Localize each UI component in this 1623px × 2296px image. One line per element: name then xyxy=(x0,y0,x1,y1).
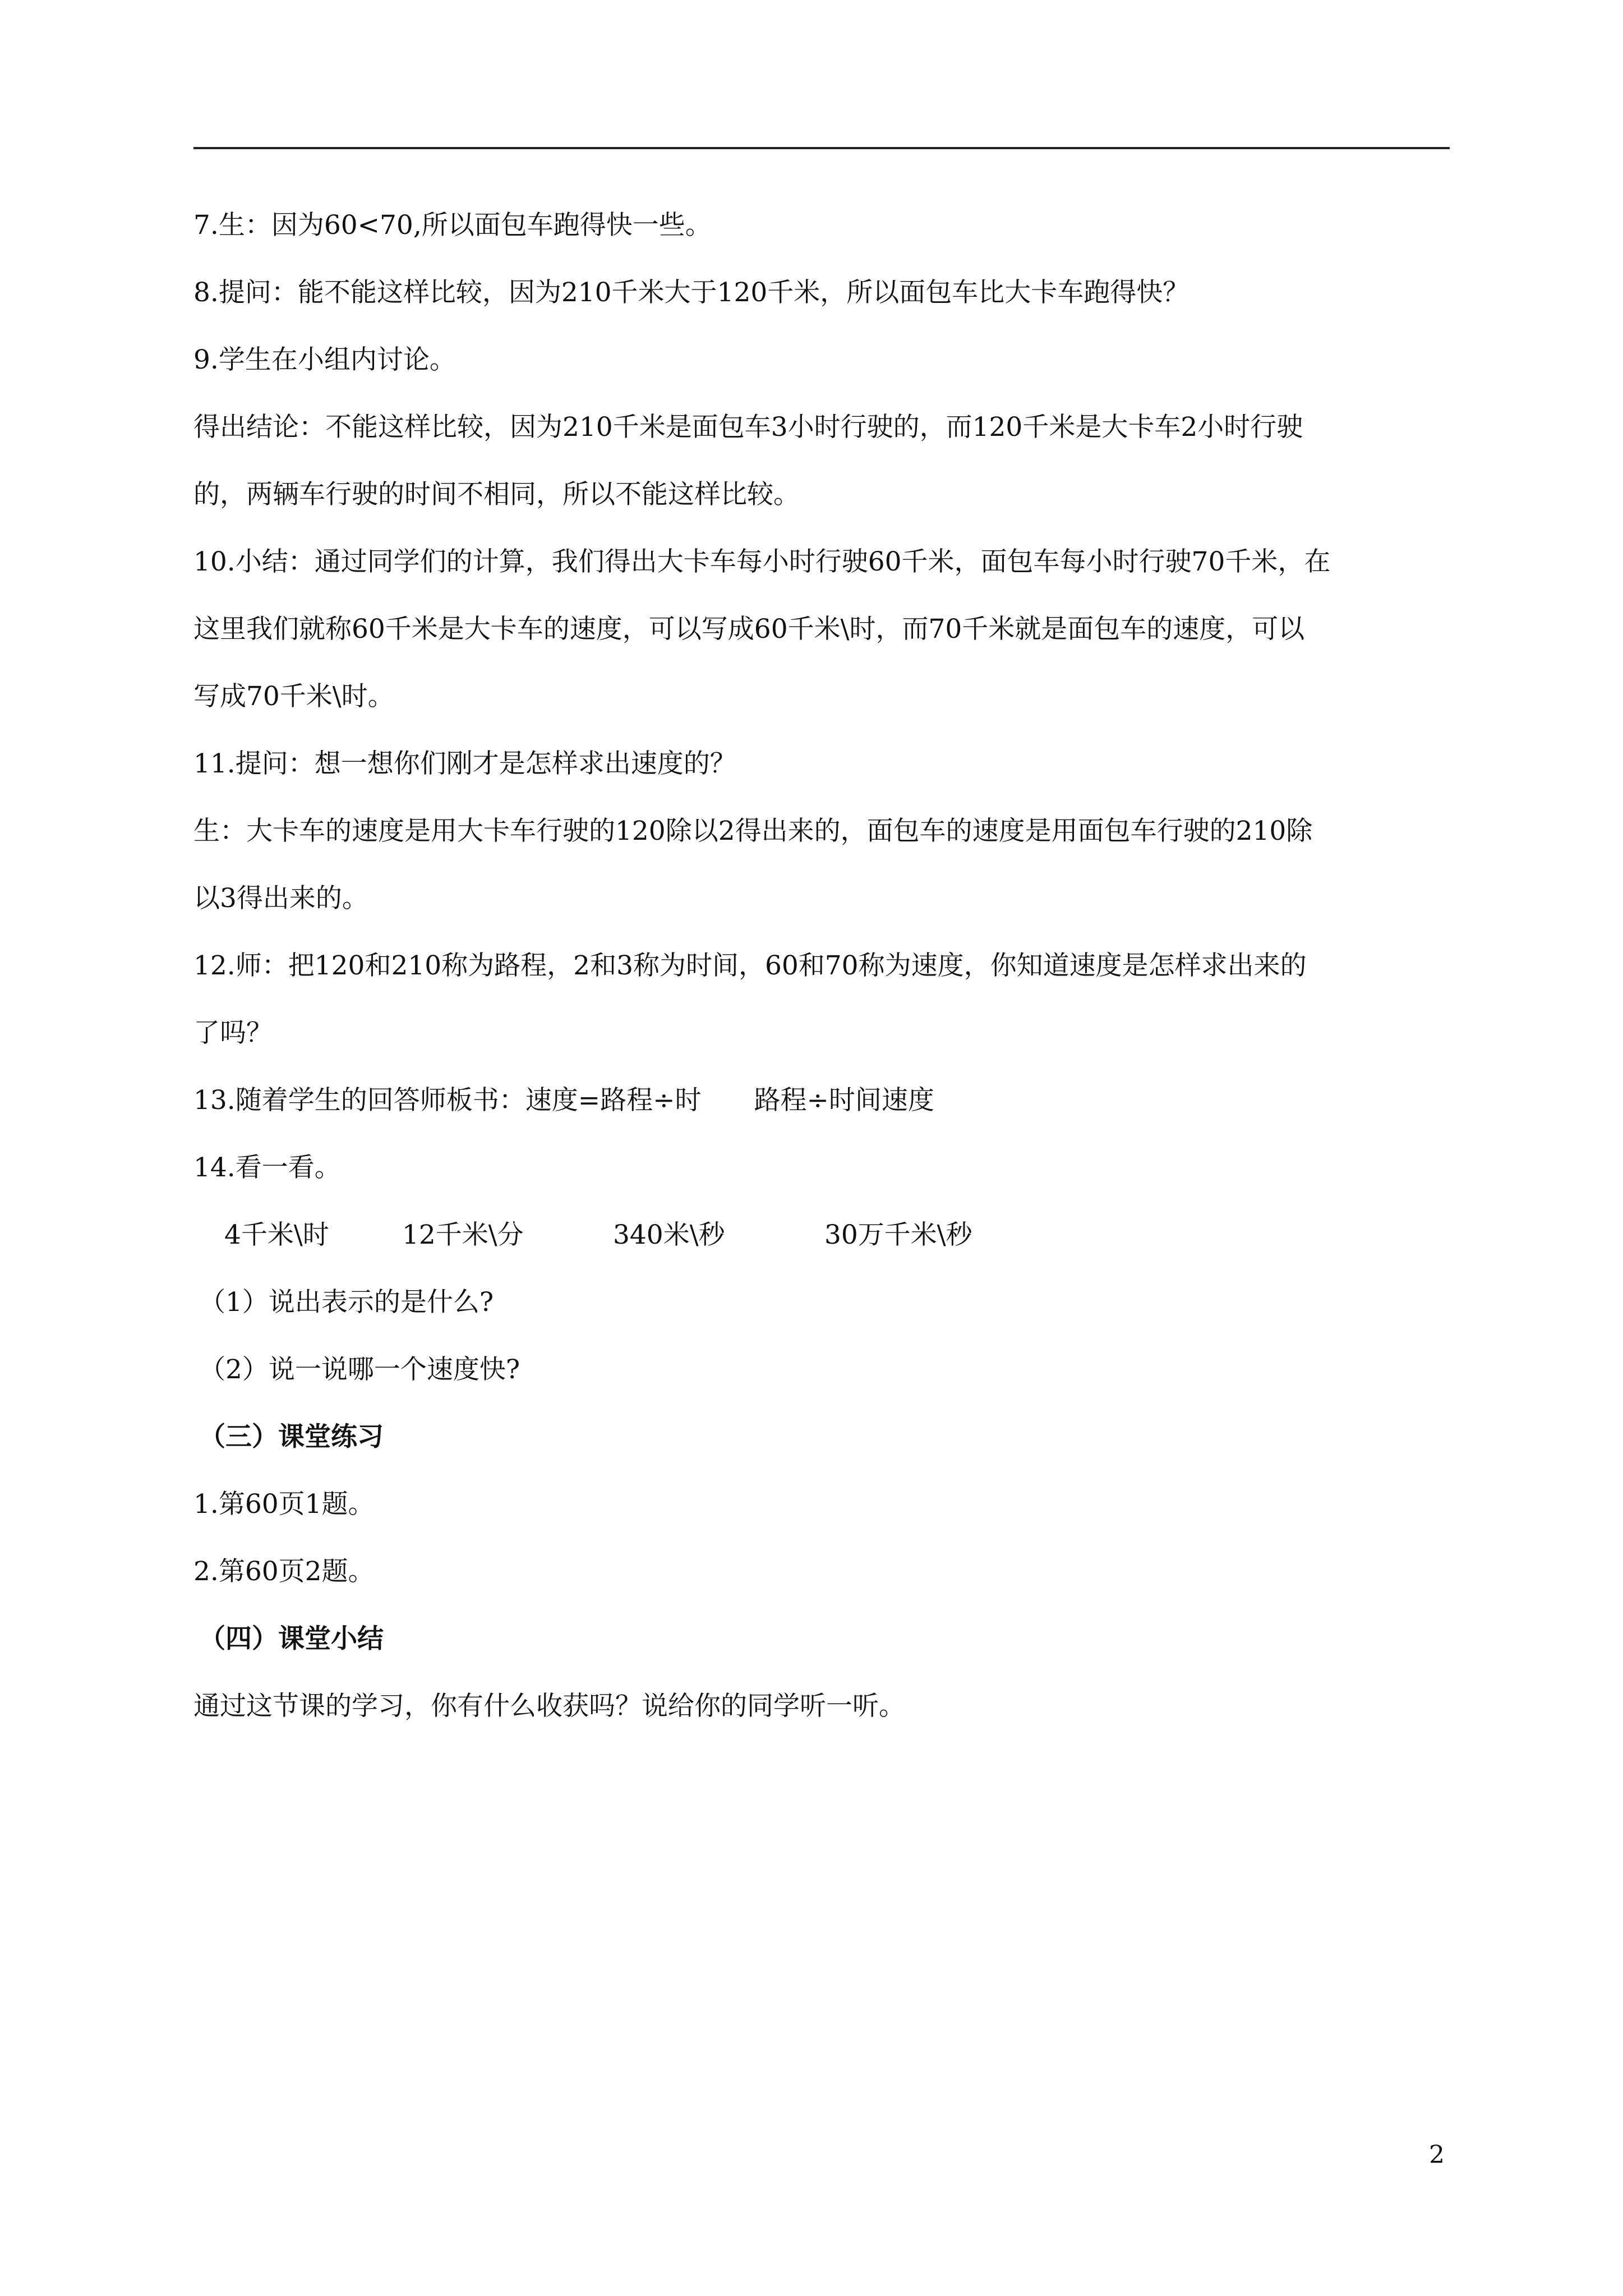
student-answer-line-2: 以3得出来的。 xyxy=(193,883,368,914)
speed-example: 340米\秒 xyxy=(613,1220,725,1250)
paragraph-13: 13.随着学生的回答师板书：速度=路程÷时 路程÷时间速度 xyxy=(193,1085,934,1116)
page-number: 2 xyxy=(1429,2141,1445,2169)
paragraph-12-line-1: 12.师：把120和210称为路程，2和3称为时间，60和70称为速度，你知道速度是怎样求出来的 xyxy=(193,950,1307,981)
summary-line-1: 10.小结：通过同学们的计算，我们得出大卡车每小时行驶60千米，面包车每小时行驶70千米，在 xyxy=(193,546,1331,577)
summary-line-3: 写成70千米\时。 xyxy=(193,681,394,712)
exercise-2: 2.第60页2题。 xyxy=(193,1556,375,1587)
speed-example: 4千米\时 xyxy=(224,1220,329,1250)
conclusion-line-1: 得出结论：不能这样比较，因为210千米是面包车3小时行驶的，而120千米是大卡车2小时行驶 xyxy=(193,412,1303,443)
speed-example: 12千米\分 xyxy=(402,1220,524,1250)
question-1: （1）说出表示的是什么? xyxy=(199,1287,494,1318)
header-rule xyxy=(193,147,1450,149)
section-heading-summary: （四）课堂小结 xyxy=(199,1623,384,1654)
paragraph-14: 14.看一看。 xyxy=(193,1152,341,1183)
paragraph-12-line-2: 了吗？ xyxy=(193,1018,273,1048)
student-answer-line-1: 生：大卡车的速度是用大卡车行驶的120除以2得出来的，面包车的速度是用面包车行驶的210除 xyxy=(193,816,1313,846)
paragraph-11: 11.提问：想一想你们刚才是怎样求出速度的？ xyxy=(193,748,736,779)
closing-paragraph: 通过这节课的学习，你有什么收获吗？说给你的同学听一听。 xyxy=(193,1691,905,1722)
paragraph-9: 9.学生在小组内讨论。 xyxy=(193,344,456,375)
summary-line-2: 这里我们就称60千米是大卡车的速度，可以写成60千米\时，而70千米就是面包车的速度，可以 xyxy=(193,614,1305,645)
paragraph-8: 8.提问：能不能这样比较，因为210千米大于120千米，所以面包车比大卡车跑得快？ xyxy=(193,277,1189,308)
question-2: （2）说一说哪一个速度快? xyxy=(199,1354,520,1385)
document-body xyxy=(193,209,1450,1757)
conclusion-line-2: 的，两辆车行驶的时间不相同，所以不能这样比较。 xyxy=(193,479,800,510)
paragraph-7: 7.生：因为60<70,所以面包车跑得快一些。 xyxy=(193,210,712,241)
speed-example: 30万千米\秒 xyxy=(824,1220,972,1250)
speed-examples xyxy=(193,1218,1450,1252)
section-heading-practice: （三）课堂练习 xyxy=(199,1421,384,1452)
exercise-1: 1.第60页1题。 xyxy=(193,1489,375,1520)
